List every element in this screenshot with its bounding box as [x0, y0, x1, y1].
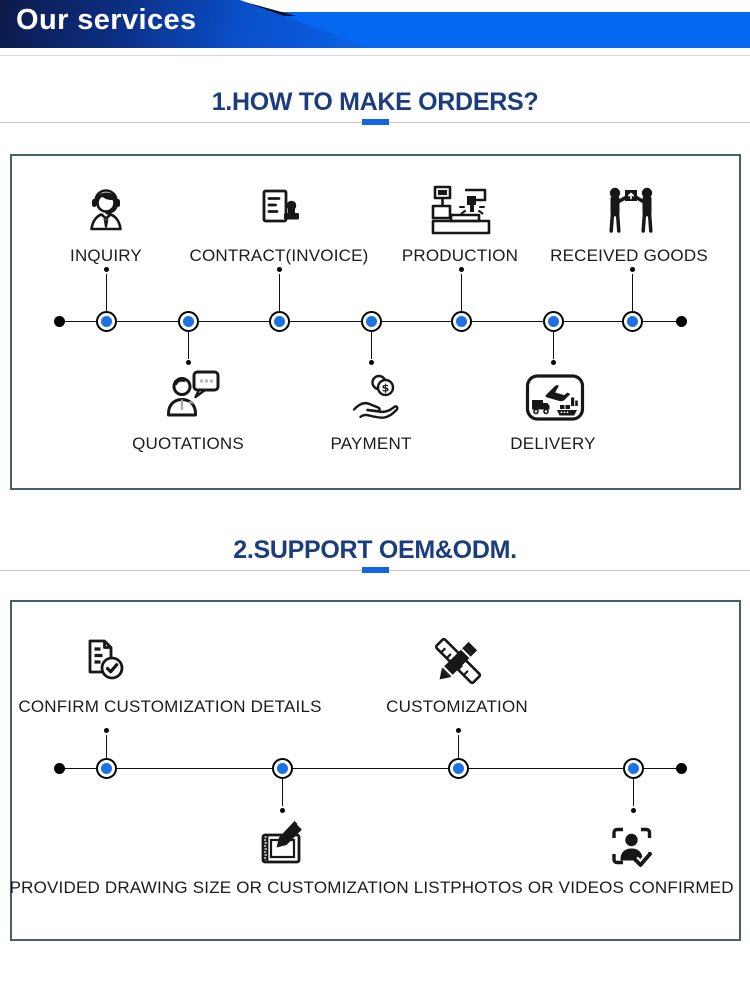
connector-line — [632, 274, 634, 311]
step-label: PHOTOS OR VIDEOS CONFIRMED — [450, 878, 734, 897]
timeline-node-core — [456, 316, 467, 327]
connector-dot — [277, 267, 282, 272]
connector-line — [458, 735, 460, 758]
connector-line — [461, 274, 463, 311]
connector-line — [106, 274, 108, 311]
timeline-node-core — [453, 763, 464, 774]
step-label: PROVIDED DRAWING SIZE OR CUSTOMIZATION LIST — [9, 878, 451, 897]
document-check-icon — [77, 634, 135, 692]
step-label: CONFIRM CUSTOMIZATION DETAILS — [18, 697, 322, 716]
timeline-node — [178, 311, 199, 332]
step-label: CUSTOMIZATION — [386, 697, 528, 716]
connector-dot — [630, 267, 635, 272]
step-label: RECEIVED GOODS — [550, 246, 708, 265]
plane-truck-ship-icon — [524, 372, 586, 424]
section2-title: 2.SUPPORT OEM&ODM. — [233, 536, 517, 564]
connector-dot — [369, 360, 374, 365]
section2-accent-underline — [362, 567, 389, 573]
timeline-node-core — [548, 316, 559, 327]
document-stamp-icon — [251, 184, 307, 240]
timeline-endpoint — [676, 316, 687, 327]
cnc-machine-icon — [429, 182, 493, 240]
orders-flow-box — [10, 154, 741, 490]
connector-dot — [280, 808, 285, 813]
step-label: PAYMENT — [330, 434, 412, 453]
timeline-node — [543, 311, 564, 332]
connector-line — [553, 331, 555, 359]
hand-coins-icon — [349, 370, 403, 424]
timeline-node-core — [101, 763, 112, 774]
connector-line — [282, 778, 284, 806]
timeline-node — [448, 758, 469, 779]
timeline-endpoint — [54, 763, 65, 774]
timeline-endpoint — [54, 316, 65, 327]
timeline-node-core — [274, 316, 285, 327]
connector-line — [279, 274, 281, 311]
timeline-node-core — [277, 763, 288, 774]
timeline-node-core — [627, 316, 638, 327]
people-box-exchange-icon — [602, 184, 660, 240]
dollar-symbol: $ — [381, 381, 390, 395]
timeline-node-core — [101, 316, 112, 327]
timeline-endpoint — [676, 763, 687, 774]
headset-agent-icon — [78, 184, 134, 240]
section1-accent-underline — [362, 119, 389, 125]
step-label: INQUIRY — [70, 246, 142, 265]
timeline-node — [269, 311, 290, 332]
timeline-node — [622, 311, 643, 332]
step-label: DELIVERY — [510, 434, 596, 453]
timeline-node — [451, 311, 472, 332]
sketchbook-pencil-icon — [254, 819, 312, 877]
connector-dot — [459, 267, 464, 272]
oem-odm-flow-box — [10, 600, 741, 941]
person-speech-bubble-icon — [164, 368, 226, 426]
step-label: QUOTATIONS — [132, 434, 244, 453]
step-label: PRODUCTION — [401, 246, 519, 265]
timeline-node — [623, 758, 644, 779]
timeline-line — [59, 768, 681, 770]
connector-line — [371, 331, 373, 359]
connector-line — [106, 735, 108, 758]
connector-line — [633, 778, 635, 806]
connector-dot — [104, 267, 109, 272]
timeline-node — [96, 311, 117, 332]
step-label: CONTRACT(INVOICE) — [189, 246, 369, 265]
connector-dot — [551, 360, 556, 365]
banner-title: Our services — [16, 4, 197, 36]
timeline-node-core — [366, 316, 377, 327]
divider-under-banner — [0, 55, 750, 56]
connector-dot — [631, 808, 636, 813]
connector-dot — [456, 728, 461, 733]
timeline-node — [96, 758, 117, 779]
connector-dot — [104, 728, 109, 733]
timeline-node — [272, 758, 293, 779]
timeline-node-core — [628, 763, 639, 774]
connector-dot — [186, 360, 191, 365]
section1-title: 1.HOW TO MAKE ORDERS? — [211, 88, 539, 116]
person-frame-check-icon — [604, 819, 662, 877]
timeline-node-core — [183, 316, 194, 327]
pencil-ruler-icon — [427, 630, 489, 692]
banner — [0, 0, 750, 48]
connector-line — [188, 331, 190, 359]
timeline-node — [361, 311, 382, 332]
